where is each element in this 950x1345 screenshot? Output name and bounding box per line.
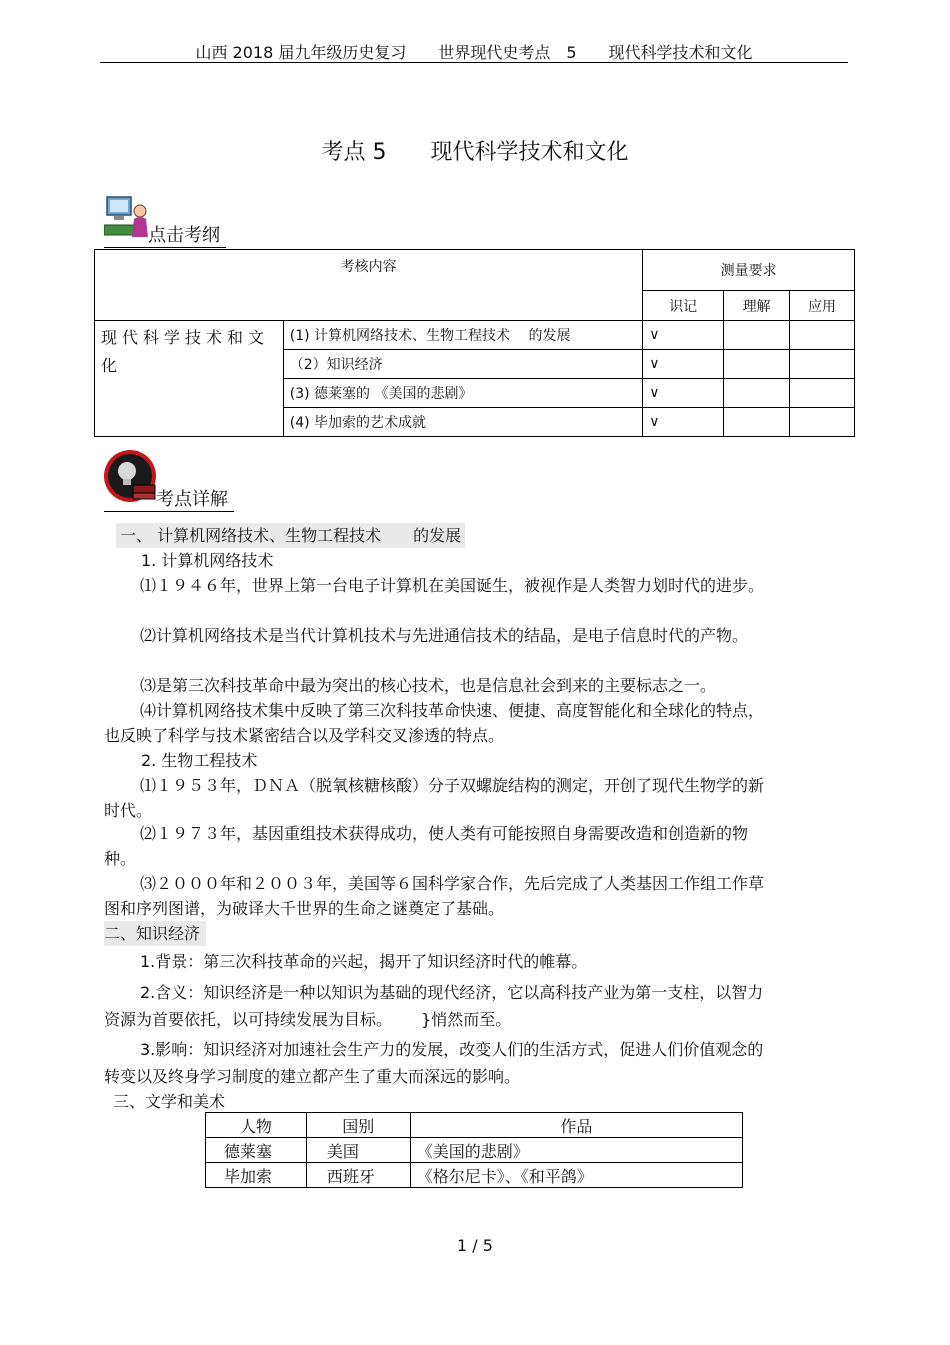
heading-network-bio: 一、 计算机网络技术、生物工程技术 的发展: [116, 523, 465, 548]
empty-cell: [790, 321, 855, 350]
paragraph: 1.背景：第三次科技革命的兴起，揭开了知识经济时代的帷幕。: [140, 952, 588, 971]
check-mark: ∨: [643, 408, 724, 437]
level-recall: 识记: [643, 291, 724, 321]
empty-cell: [724, 379, 790, 408]
paragraph: ⑵计算机网络技术是当代计算机技术与先进通信技术的结晶，是电子信息时代的产物。: [140, 626, 749, 645]
subheading-network: 1. 计算机网络技术: [141, 551, 274, 570]
empty-cell: [790, 350, 855, 379]
subheading-bio: 2. 生物工程技术: [141, 751, 258, 770]
page-number: 1 / 5: [457, 1236, 493, 1255]
table-row: [206, 1163, 743, 1188]
table-row: [206, 1138, 743, 1163]
paragraph: 2.含义：知识经济是一种以知识为基础的现代经济，它以高科技产业为第一支柱，以智力资源为首要依托，以可持续发展为目标。 }悄然而至。: [104, 983, 764, 1029]
outline-table: [94, 249, 855, 437]
col-header-country: 国别: [306, 1113, 410, 1138]
table-row: (4) 毕加索的艺术成就: [283, 408, 642, 437]
col-header-requirement: 测量要求: [643, 250, 855, 291]
work-cell: 《美国的悲剧》: [410, 1138, 742, 1163]
country-cell: 美国: [306, 1138, 410, 1163]
col-header-content: 考核内容: [95, 250, 643, 321]
paragraph: ⑷计算机网络技术集中反映了第三次科技革命快速、便捷、高度智能化和全球化的特点，也反映了科学与技术紧密结合以及学科交叉渗透的特点。: [104, 701, 765, 745]
check-mark: ∨: [643, 321, 724, 350]
empty-cell: [790, 379, 855, 408]
col-header-work: 作品: [410, 1113, 742, 1138]
heading-literature-art: 三、文学和美术: [113, 1092, 226, 1111]
heading-knowledge-economy: 二、知识经济: [104, 921, 206, 946]
check-mark: ∨: [643, 350, 724, 379]
page-title: 考点 5 现代科学技术和文化: [321, 140, 629, 165]
person-cell: 德莱塞: [206, 1138, 307, 1163]
table-row: （2）知识经济: [283, 350, 642, 379]
paragraph: ⑴１９５３年，ＤＮＡ（脱氧核糖核酸）分子双螺旋结构的测定，开创了现代生物学的新时代。: [104, 776, 765, 820]
empty-cell: [724, 408, 790, 437]
paragraph: 3.影响：知识经济对加速社会生产力的发展，改变人们的生活方式，促进人们价值观念的转变以及终身学习制度的建立都产生了重大而深远的影响。: [104, 1040, 764, 1086]
country-cell: 西班牙: [306, 1163, 410, 1188]
header-rule: [100, 62, 848, 63]
level-apply: 应用: [790, 291, 855, 321]
check-mark: ∨: [643, 379, 724, 408]
paragraph: ⑴１９４６年，世界上第一台电子计算机在美国诞生，被视作是人类智力划时代的进步。: [140, 576, 765, 595]
section-heading-outline: 点击考纲: [104, 221, 226, 248]
table-row: (1) 计算机网络技术、生物工程技术 的发展: [283, 321, 642, 350]
running-header: 山西 2018 届九年级历史复习 世界现代史考点 5 现代科学技术和文化: [195, 43, 753, 62]
empty-cell: [724, 321, 790, 350]
work-cell: 《格尔尼卡》、《和平鸽》: [410, 1163, 742, 1188]
empty-cell: [724, 350, 790, 379]
topic-cell: 现代科学技术和文化: [95, 321, 284, 437]
paragraph: ⑵１９７３年，基因重组技术获得成功，使人类有可能按照自身需要改造和创造新的物种。: [104, 824, 749, 868]
paragraph: ⑶２０００年和２００３年，美国等６国科学家合作，先后完成了人类基因工作组工作草图和序列图谱，为破译大千世界的生命之谜奠定了基础。: [104, 874, 765, 918]
person-cell: 毕加索: [206, 1163, 307, 1188]
empty-cell: [790, 408, 855, 437]
level-understand: 理解: [724, 291, 790, 321]
section-heading-details: 考点详解: [104, 485, 234, 512]
literature-table: [205, 1112, 743, 1188]
table-row: (3) 德莱塞的 《美国的悲剧》: [283, 379, 642, 408]
col-header-person: 人物: [206, 1113, 307, 1138]
paragraph: ⑶是第三次科技革命中最为突出的核心技术，也是信息社会到来的主要标志之一。: [140, 676, 717, 695]
